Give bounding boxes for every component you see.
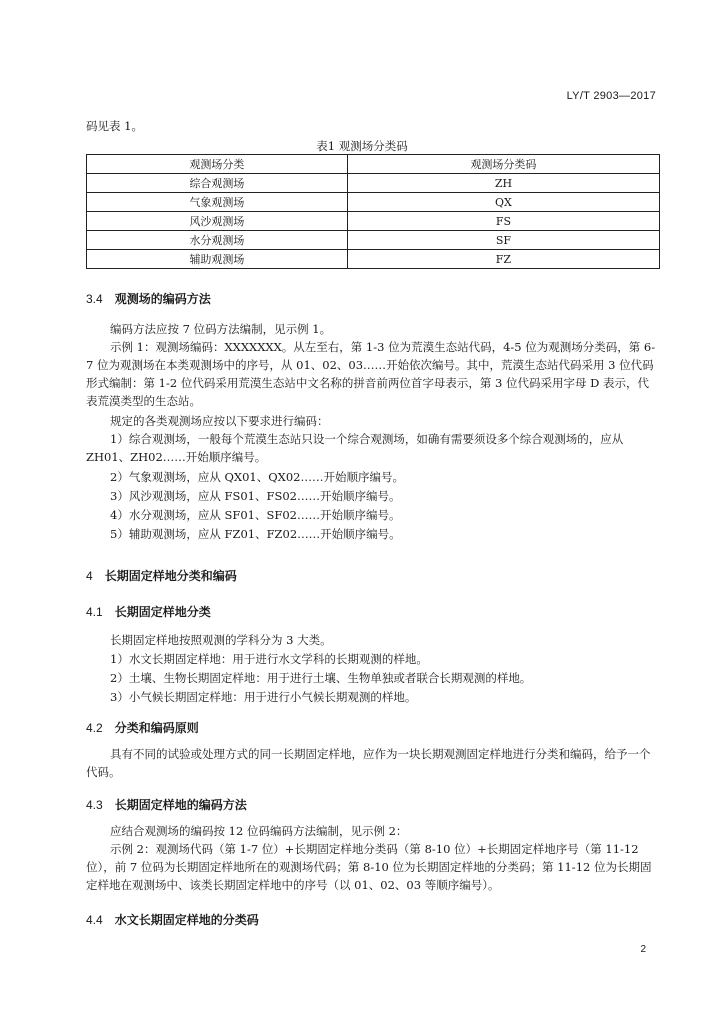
section-number: 4.1 [86,605,103,619]
section-title: 长期固定样地的编码方法 [114,798,247,812]
list-item: 4）水分观测场，应从 SF01、SF02……开始顺序编号。 [110,508,401,522]
paragraph: 长期固定样地按照观测的学科分为 3 大类。 [110,633,332,647]
section-heading-4 [86,567,237,584]
example-paragraph: 示例 1：观测场编码：XXXXXXX。从左至右，第 1-3 位为荒漠生态站代码，4-5 位为观测场分类码，第 6-7 位为观测场在本类观测场中的序号，从 01、02、03……开始依次编号。其中，荒漠生态站代码采用 3 位代码形式编制：第 1-2 位代码采用荒漠生态站中文名称的拼音前两位首字母表示，第 3 位代码采用字母 D 表示，代表荒漠类型的生态站。 [86,340,656,408]
paragraph: 编码方法应按 7 位码方法编制，见示例 1。 [110,322,332,336]
section-title: 长期固定样地分类和编码 [104,569,237,583]
table-cell: 风沙观测场 [87,212,348,231]
example-paragraph: 示例 2：观测场代码（第 1-7 位）+长期固定样地分类码（第 8-10 位）+长期固定样地序号（第 11-12 位），前 7 位码为长期固定样地所在的观测场代码；第 8-10 位为长期固定样地的分类码；第 11-12 位为长期固定样地在观测场中、该类长期固定样地中的序号（以 01、02、03 等顺序编号）。 [86,842,652,892]
list-item: 1）水文长期固定样地：用于进行水文学科的长期观测的样地。 [110,652,428,666]
section-title: 分类和编码原则 [114,721,199,735]
classification-table [86,154,660,269]
section-heading-4-1 [86,603,211,620]
intro-line: 码见表 1。 [86,119,143,133]
table-cell: FZ [347,250,659,269]
section-number: 4.4 [86,913,103,927]
page-number: 2 [640,944,646,955]
paragraph: 规定的各类观测场应按以下要求进行编码： [110,414,329,428]
table-row [87,174,660,193]
section-number: 4.2 [86,721,103,735]
table-cell: 综合观测场 [87,174,348,193]
section-heading-4-3 [86,796,247,813]
table-cell: 辅助观测场 [87,250,348,269]
list-item: 5）辅助观测场，应从 FZ01、FZ02……开始顺序编号。 [110,527,401,541]
section-title: 水文长期固定样地的分类码 [114,913,259,927]
table-header-cell: 观测场分类码 [347,155,659,174]
section-title: 长期固定样地分类 [114,605,211,619]
section-heading-3-4 [86,290,211,307]
section-title: 观测场的编码方法 [114,292,211,306]
section-heading-4-4 [86,911,259,928]
list-item: 2）土壤、生物长期固定样地：用于进行土壤、生物单独或者联合长期观测的样地。 [110,671,532,685]
table-header-row [87,155,660,174]
section-heading-4-2 [86,719,199,736]
table-row [87,231,660,250]
table-cell: QX [347,193,659,212]
section-number: 3.4 [86,292,103,306]
table-cell: 气象观测场 [87,193,348,212]
table-row [87,212,660,231]
table-header-cell: 观测场分类 [87,155,348,174]
list-item: 3）风沙观测场，应从 FS01、FS02……开始顺序编号。 [110,489,401,503]
table-row [87,250,660,269]
table-cell: ZH [347,174,659,193]
section-number: 4.3 [86,798,103,812]
table-cell: 水分观测场 [87,231,348,250]
list-item: 1）综合观测场，一般每个荒漠生态站只设一个综合观测场，如确有需要须设多个综合观测场的，应从 ZH01、ZH02……开始顺序编号。 [86,432,624,464]
section-number: 4 [86,569,93,583]
paragraph: 应结合观测场的编码按 12 位码编码方法编制，见示例 2： [110,824,408,838]
table-row [87,193,660,212]
paragraph: 具有不同的试验或处理方式的同一长期固定样地，应作为一块长期观测固定样地进行分类和编码，给予一个代码。 [86,747,651,779]
list-item: 2）气象观测场，应从 QX01、QX02……开始顺序编号。 [110,470,404,484]
list-item: 3）小气候长期固定样地：用于进行小气候长期观测的样地。 [110,690,417,704]
table-caption: 表1 观测场分类码 [316,139,408,153]
standard-code: LY/T 2903—2017 [566,90,656,102]
table-cell: FS [347,212,659,231]
table-cell: SF [347,231,659,250]
